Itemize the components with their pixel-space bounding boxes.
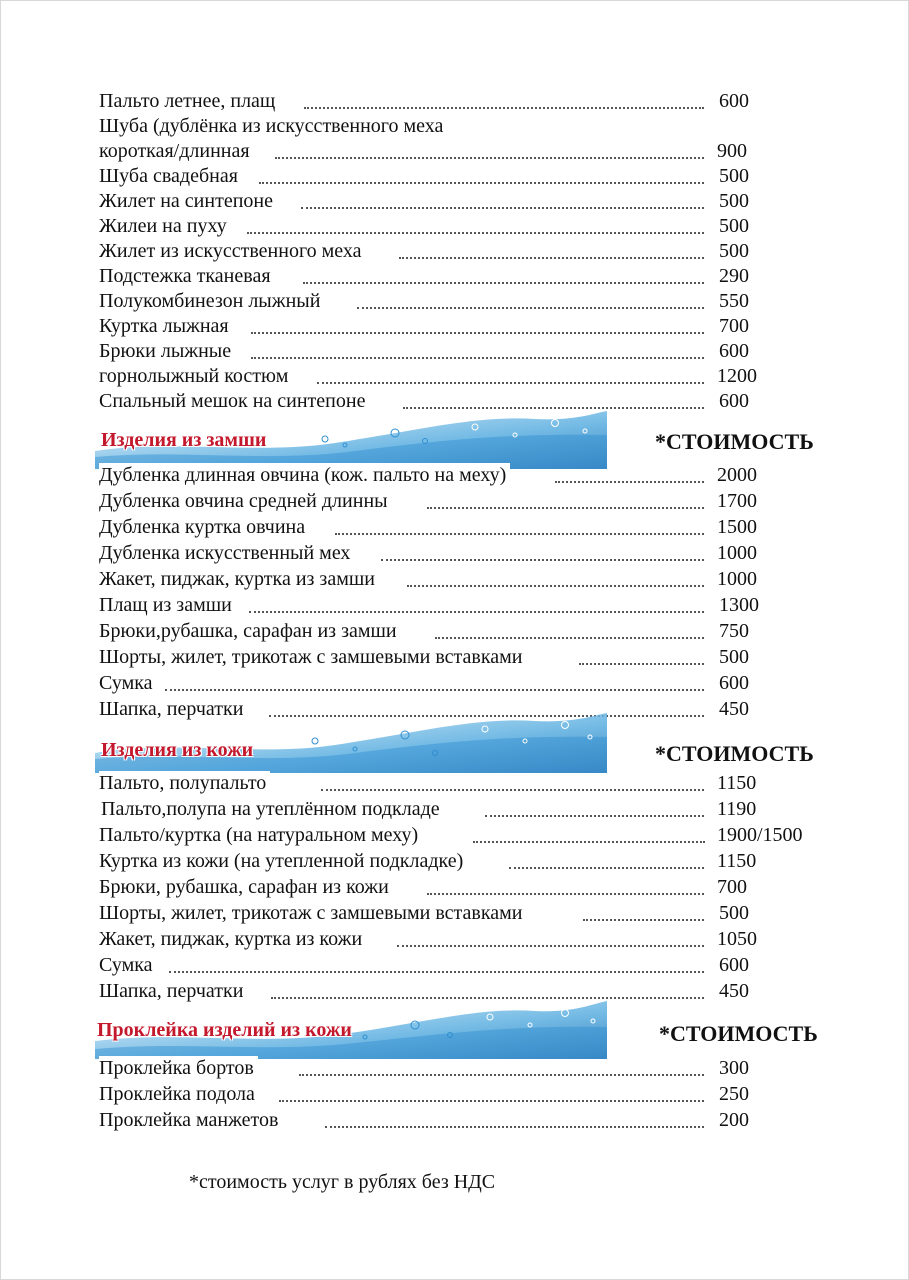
cost-label: *СТОИМОСТЬ	[659, 1021, 818, 1046]
list-item	[99, 567, 799, 593]
item-name: Шорты, жилет, трикотаж с замшевыми вставками	[99, 645, 527, 670]
item-price: 500	[719, 902, 749, 924]
item-name: Шуба (дублёнка из искусственного меха	[99, 114, 447, 139]
list-item	[99, 849, 799, 875]
item-name: Проклейка манжетов	[99, 1108, 282, 1133]
item-price: 1200	[717, 365, 757, 387]
footnote: *стоимость услуг в рублях без НДС	[189, 1171, 496, 1193]
item-price: 1150	[717, 772, 757, 794]
dot-leader	[169, 971, 704, 973]
list-item	[99, 875, 799, 901]
list-item	[99, 515, 799, 541]
item-name: Пальто/куртка (на натуральном меху)	[99, 823, 422, 848]
list-item	[99, 489, 799, 515]
dot-leader	[357, 307, 704, 309]
list-item	[99, 364, 799, 389]
dot-leader	[251, 357, 704, 359]
item-price: 600	[719, 672, 749, 694]
item-name: Пальто летнее, плащ	[99, 89, 279, 114]
dot-leader	[555, 481, 704, 483]
item-price: 200	[719, 1109, 749, 1131]
item-price: 450	[719, 980, 749, 1002]
dot-leader	[317, 382, 704, 384]
list-item	[99, 264, 799, 289]
cost-label: *СТОИМОСТЬ	[655, 741, 814, 766]
item-name: Пальто,полупа на утеплённом подкладе	[101, 797, 444, 822]
item-price: 290	[719, 265, 749, 287]
section-title: Изделия из кожи	[101, 739, 254, 761]
item-name: Пальто, полупальто	[99, 771, 270, 796]
dot-leader	[473, 841, 705, 843]
list-top	[99, 89, 799, 414]
dot-leader	[381, 559, 704, 561]
item-name: Куртка лыжная	[99, 314, 233, 339]
item-price: 500	[719, 646, 749, 668]
list-item	[99, 214, 799, 239]
list-item	[99, 671, 799, 697]
item-name: Брюки лыжные	[99, 339, 235, 364]
item-price: 500	[719, 190, 749, 212]
list-item	[99, 289, 799, 314]
item-price: 1150	[717, 850, 757, 872]
list-item	[99, 953, 799, 979]
dot-leader	[397, 945, 704, 947]
list-item	[99, 164, 799, 189]
dot-leader	[279, 1100, 704, 1102]
item-name: Проклейка подола	[99, 1082, 259, 1107]
list-suede	[99, 463, 799, 723]
item-name: Брюки, рубашка, сарафан из кожи	[99, 875, 393, 900]
item-name: Шапка, перчатки	[99, 979, 247, 1004]
item-name: Куртка из кожи (на утепленной подкладке)	[99, 849, 467, 874]
cost-label: *СТОИМОСТЬ	[655, 429, 814, 454]
item-price: 900	[717, 140, 747, 162]
dot-leader	[427, 507, 704, 509]
list-item	[99, 1108, 799, 1134]
item-name: Дубленка куртка овчина	[99, 515, 309, 540]
list-item	[99, 339, 799, 364]
list-item	[99, 114, 799, 139]
list-item	[99, 927, 799, 953]
item-price: 600	[719, 390, 749, 412]
dot-leader	[399, 257, 704, 259]
item-name: Дубленка искусственный мех	[99, 541, 354, 566]
item-name: горнолыжный костюм	[99, 364, 292, 389]
item-price: 1000	[717, 542, 757, 564]
item-name: Плащ из замши	[99, 593, 236, 618]
section-header-gluing	[95, 995, 835, 1059]
list-item	[99, 139, 799, 164]
item-name: Шорты, жилет, трикотаж с замшевыми вставками	[99, 901, 527, 926]
list-item	[99, 239, 799, 264]
dot-leader	[435, 637, 704, 639]
list-leather	[99, 771, 803, 1005]
item-price: 700	[719, 315, 749, 337]
item-price: 600	[719, 340, 749, 362]
item-price: 1300	[719, 594, 759, 616]
dot-leader	[259, 182, 704, 184]
section-title: Изделия из замши	[101, 429, 267, 451]
list-gluing	[99, 1056, 799, 1134]
list-item	[99, 189, 799, 214]
item-name: Брюки,рубашка, сарафан из замши	[99, 619, 401, 644]
item-price: 500	[719, 240, 749, 262]
dot-leader	[321, 789, 704, 791]
list-item	[99, 823, 803, 849]
item-name: Жилет на синтепоне	[99, 189, 277, 214]
dot-leader	[299, 1074, 704, 1076]
item-price: 450	[719, 698, 749, 720]
item-price: 2000	[717, 464, 757, 486]
item-name: Спальный мешок на синтепоне	[99, 389, 369, 414]
item-price: 600	[719, 90, 749, 112]
list-item	[99, 89, 799, 114]
item-name: Сумка	[99, 671, 157, 696]
item-price: 700	[717, 876, 747, 898]
item-price: 1700	[717, 490, 757, 512]
item-name: Дубленка длинная овчина (кож. пальто на меху)	[99, 463, 510, 488]
dot-leader	[301, 207, 704, 209]
item-name: Полукомбинезон лыжный	[99, 289, 324, 314]
item-price: 1190	[717, 798, 757, 820]
dot-leader	[485, 815, 704, 817]
item-name: Подстежка тканевая	[99, 264, 275, 289]
item-name: Жакет, пиджак, куртка из замши	[99, 567, 379, 592]
dot-leader	[407, 585, 704, 587]
list-item	[99, 1082, 799, 1108]
item-name: Жилеи на пуху	[99, 214, 231, 239]
list-item	[99, 619, 799, 645]
item-name: Сумка	[99, 953, 157, 978]
item-price: 500	[719, 215, 749, 237]
item-name: Шапка, перчатки	[99, 697, 247, 722]
dot-leader	[509, 867, 704, 869]
item-name: Проклейка бортов	[99, 1056, 258, 1081]
item-price: 300	[719, 1057, 749, 1079]
section-header-suede	[95, 405, 835, 469]
item-name: Жилет из искусственного меха	[99, 239, 366, 264]
item-price: 1050	[717, 928, 757, 950]
list-item	[99, 797, 799, 823]
list-item	[99, 463, 799, 489]
dot-leader	[583, 919, 704, 921]
item-price: 600	[719, 954, 749, 976]
item-price: 250	[719, 1083, 749, 1105]
list-item	[99, 771, 799, 797]
item-price: 1900/1500	[717, 824, 803, 846]
list-item	[99, 314, 799, 339]
item-price: 500	[719, 165, 749, 187]
list-item	[99, 645, 799, 671]
section-header-leather	[95, 709, 835, 773]
list-item	[99, 593, 799, 619]
dot-leader	[579, 663, 704, 665]
section-title: Проклейка изделий из кожи	[97, 1019, 352, 1041]
item-name: Шуба свадебная	[99, 164, 242, 189]
list-item	[99, 541, 799, 567]
dot-leader	[251, 332, 704, 334]
item-price: 1000	[717, 568, 757, 590]
dot-leader	[165, 689, 704, 691]
dot-leader	[303, 282, 704, 284]
item-name: Дубленка овчина средней длинны	[99, 489, 392, 514]
item-name: короткая/длинная	[99, 139, 254, 164]
dot-leader	[249, 611, 704, 613]
dot-leader	[304, 107, 704, 109]
item-price: 750	[719, 620, 749, 642]
item-price: 1500	[717, 516, 757, 538]
item-price: 550	[719, 290, 749, 312]
dot-leader	[247, 232, 704, 234]
dot-leader	[335, 533, 704, 535]
dot-leader	[427, 893, 704, 895]
dot-leader	[325, 1126, 704, 1128]
list-item	[99, 1056, 799, 1082]
item-name: Жакет, пиджак, куртка из кожи	[99, 927, 366, 952]
list-item	[99, 901, 799, 927]
dot-leader	[275, 157, 704, 159]
